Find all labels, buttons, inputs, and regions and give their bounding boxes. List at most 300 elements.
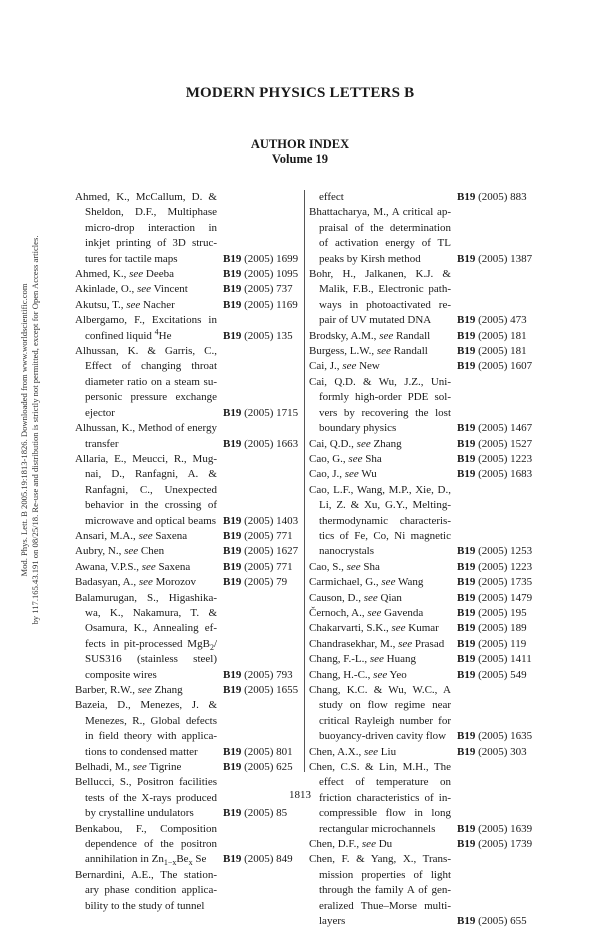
citation-volume: B19 xyxy=(223,576,242,589)
entry-text xyxy=(309,637,451,652)
citation-year-page: (2005) 549 xyxy=(478,668,527,681)
citation-volume: B19 xyxy=(457,622,476,635)
citation-volume: B19 xyxy=(223,560,242,573)
entry-citation xyxy=(451,575,533,590)
entry-text-part: Saxena xyxy=(155,560,191,573)
citation-year-page: (2005) 1627 xyxy=(244,545,299,558)
citation-volume: B19 xyxy=(457,730,476,743)
citation-year-page: (2005) 303 xyxy=(478,745,527,758)
entry-text-part: Allaria, E., Meucci, R., Mug-nai, D., Ranfagni, A. & Ranfagni, C., Unexpected behavior in the crossing of microwave and optical beams xyxy=(75,452,217,527)
entry-text-part: Chakarvarti, S.K., xyxy=(309,622,392,635)
citation-volume: B19 xyxy=(223,529,242,542)
entry-text-part: Gavenda xyxy=(381,606,424,619)
index-entry xyxy=(75,529,299,544)
entry-text-part: Chang, F.-L., xyxy=(309,653,370,666)
citation-volume: B19 xyxy=(457,576,476,589)
entry-text xyxy=(75,683,217,698)
see-reference: see xyxy=(369,653,384,666)
entry-text xyxy=(75,868,217,914)
entry-text-part: x xyxy=(188,858,193,868)
entry-citation xyxy=(217,806,299,821)
entry-text-part: Cao, J., xyxy=(309,468,345,481)
index-entry xyxy=(309,637,533,652)
index-entry xyxy=(75,575,299,590)
citation-volume: B19 xyxy=(457,560,476,573)
citation-volume: B19 xyxy=(223,329,242,342)
index-entry xyxy=(309,437,533,452)
index-entry xyxy=(309,621,533,636)
index-title: AUTHOR INDEX xyxy=(250,137,350,151)
citation-volume: B19 xyxy=(457,314,476,327)
citation-volume: B19 xyxy=(457,822,476,835)
citation-year-page: (2005) 119 xyxy=(478,637,527,650)
entry-text xyxy=(309,344,451,359)
entry-citation xyxy=(217,437,299,452)
entry-text xyxy=(75,560,217,575)
journal-title: MODERN PHYSICS LETTERS B xyxy=(185,85,415,101)
entry-text-part: Vincent xyxy=(151,283,188,296)
citation-year-page: (2005) 1663 xyxy=(244,437,299,450)
entry-text-part: Albergamo, F., Excitations in confined liquid xyxy=(75,314,217,342)
entry-text-part: Chen, D.F., xyxy=(309,838,362,851)
entry-text-part: Qian xyxy=(377,591,402,604)
citation-volume: B19 xyxy=(457,191,476,203)
citation-volume: B19 xyxy=(223,668,242,681)
entry-citation xyxy=(451,544,533,559)
entry-text xyxy=(309,329,451,344)
entry-citation xyxy=(451,837,533,852)
entry-citation xyxy=(451,914,533,929)
entry-text xyxy=(75,452,217,529)
index-heading xyxy=(0,137,600,167)
entry-citation xyxy=(217,267,299,282)
entry-text xyxy=(309,575,451,590)
entry-text-part: Akinlade, O., xyxy=(75,283,138,296)
index-entry xyxy=(309,375,533,437)
entry-text-part: Carmichael, G., xyxy=(309,576,382,589)
entry-text-part: Bernardini, A.E., The station-ary phase condition applica-bility to the study of tunnel xyxy=(75,868,217,912)
entry-text-part: 4 xyxy=(154,327,159,336)
citation-volume: B19 xyxy=(223,745,242,758)
index-entry xyxy=(75,344,299,421)
citation-year-page: (2005) 189 xyxy=(478,622,527,635)
citation-volume: B19 xyxy=(457,345,476,358)
index-entry xyxy=(309,668,533,683)
entry-text-part: Ahmed, K., McCallum, D. & Sheldon, D.F., Multiphase micro-drop interaction in inkjet printing of 3D struc-tures for tactile maps xyxy=(75,191,217,265)
entry-citation xyxy=(217,544,299,559)
entry-text-part: Randall xyxy=(390,345,428,358)
entry-text-part: Cao, G., xyxy=(309,452,349,465)
entry-text xyxy=(75,282,217,297)
entry-citation xyxy=(217,852,299,867)
citation-volume: B19 xyxy=(223,298,242,311)
entry-text-part: Zhang xyxy=(370,437,402,450)
citation-year-page: (2005) 1387 xyxy=(478,252,533,265)
entry-citation xyxy=(217,745,299,760)
citation-volume: B19 xyxy=(457,252,476,265)
entry-text-part: Randall xyxy=(393,329,431,342)
entry-text-part: New xyxy=(356,360,380,373)
entry-text xyxy=(75,760,217,775)
citation-volume: B19 xyxy=(457,668,476,681)
entry-text-part: Sha xyxy=(362,452,382,465)
see-reference: see xyxy=(356,437,371,450)
entry-citation xyxy=(451,668,533,683)
see-reference: see xyxy=(344,468,359,481)
see-reference: see xyxy=(367,606,382,619)
entry-text xyxy=(309,267,451,329)
citation-volume: B19 xyxy=(457,591,476,604)
index-entry xyxy=(75,282,299,297)
index-entry xyxy=(309,267,533,329)
entry-text-part: Bazeia, D., Menezes, J. & Menezes, R., Global defects in field theory with applica-tions to condensed matter xyxy=(75,699,217,758)
entry-citation xyxy=(451,637,533,652)
citation-year-page: (2005) 625 xyxy=(244,761,293,774)
entry-citation xyxy=(451,652,533,667)
entry-citation xyxy=(217,514,299,529)
entry-text-part: Awana, V.P.S., xyxy=(75,560,142,573)
entry-text-part: Wang xyxy=(395,576,424,589)
left-column xyxy=(75,190,299,914)
entry-citation xyxy=(217,252,299,267)
index-entry xyxy=(309,329,533,344)
column-divider xyxy=(304,190,305,772)
index-entry xyxy=(75,591,299,683)
citation-volume: B19 xyxy=(223,514,242,527)
entry-text xyxy=(309,205,451,267)
citation-year-page: (2005) 1411 xyxy=(478,653,532,666)
citation-year-page: (2005) 79 xyxy=(244,576,288,589)
see-reference: see xyxy=(381,576,396,589)
entry-text-part: Tigrine xyxy=(146,761,182,774)
see-reference: see xyxy=(391,622,406,635)
entry-text-part: Bohr, H., Jalkanen, K.J. & Malik, F.B., Electronic path-ways in photoactivated re-pair of UV mutated DNA xyxy=(309,268,451,327)
entry-citation xyxy=(451,822,533,837)
index-entry xyxy=(309,591,533,606)
citation-year-page: (2005) 655 xyxy=(478,915,527,928)
entry-text-part: Se xyxy=(192,853,207,866)
entry-text-part: Sha xyxy=(360,560,380,573)
entry-text-part: Morozov xyxy=(152,576,196,589)
entry-text xyxy=(309,683,451,745)
see-reference: see xyxy=(137,684,152,696)
entry-citation xyxy=(451,252,533,267)
index-entry xyxy=(75,683,299,698)
citation-year-page: (2005) 1639 xyxy=(478,822,533,835)
see-reference: see xyxy=(398,637,413,650)
citation-year-page: (2005) 195 xyxy=(478,606,527,619)
citation-year-page: (2005) 1479 xyxy=(478,591,533,604)
entry-citation xyxy=(217,668,299,683)
entry-text-part: Zhang xyxy=(151,684,183,696)
entry-text xyxy=(309,467,451,482)
index-entry xyxy=(75,822,299,868)
entry-text-part: 2 xyxy=(209,642,214,652)
see-reference: see xyxy=(124,545,139,558)
see-reference: see xyxy=(126,298,141,311)
index-entry xyxy=(309,452,533,467)
entry-text-part: Cai, Q.D., xyxy=(309,437,357,450)
index-entry xyxy=(309,483,533,560)
index-entry xyxy=(75,560,299,575)
see-reference: see xyxy=(342,360,357,373)
citation-volume: B19 xyxy=(457,452,476,465)
entry-text xyxy=(75,267,217,282)
entry-text-part: Bellucci, S., Positron facilities tests of the X-rays produced by crystalline undulators xyxy=(75,776,217,820)
entry-text-part: Belhadi, M., xyxy=(75,761,133,774)
citation-year-page: (2005) 135 xyxy=(244,329,293,342)
index-entry xyxy=(309,190,533,205)
entry-text-part: Huang xyxy=(383,653,416,666)
entry-text xyxy=(309,437,451,452)
entry-text xyxy=(309,190,451,205)
index-entry xyxy=(309,683,533,745)
entry-citation xyxy=(451,606,533,621)
entry-text-part: Saxena xyxy=(152,529,188,542)
citation-year-page: (2005) 1403 xyxy=(244,514,299,527)
citation-year-page: (2005) 1095 xyxy=(244,268,299,281)
entry-text xyxy=(309,745,451,760)
citation-volume: B19 xyxy=(457,422,476,435)
entry-text-part: Brodsky, A.M., xyxy=(309,329,380,342)
entry-citation xyxy=(217,760,299,775)
citation-volume: B19 xyxy=(223,283,242,296)
citation-year-page: (2005) 1223 xyxy=(478,560,533,573)
entry-text-part: Deeba xyxy=(143,268,174,281)
entry-text-part: Liu xyxy=(378,745,397,758)
see-reference: see xyxy=(361,838,376,851)
see-reference: see xyxy=(138,529,153,542)
entry-citation xyxy=(451,745,533,760)
citation-volume: B19 xyxy=(457,653,476,666)
entry-text-part: Aubry, N., xyxy=(75,545,125,558)
index-entry xyxy=(309,606,533,621)
citation-year-page: (2005) 181 xyxy=(478,345,527,358)
citation-year-page: (2005) 181 xyxy=(478,329,527,342)
citation-volume: B19 xyxy=(457,637,476,650)
download-notice-line: by 117.165.43.191 on 08/25/18. Re-use and distribution is strictly not permitted, except for Open Access articles. xyxy=(30,235,40,625)
entry-citation xyxy=(451,359,533,374)
page-number: 1813 xyxy=(289,789,311,801)
index-entry xyxy=(75,267,299,282)
citation-volume: B19 xyxy=(223,853,242,866)
entry-text xyxy=(75,190,217,267)
see-reference: see xyxy=(141,560,156,573)
entry-text-part: Burgess, L.W., xyxy=(309,345,377,358)
entry-text-part: Wu xyxy=(358,468,377,481)
entry-text-part: Barber, R.W., xyxy=(75,684,138,696)
entry-text xyxy=(309,591,451,606)
citation-volume: B19 xyxy=(223,761,242,774)
entry-text-part: Alhussan, K. & Garris, C., Effect of changing throat diameter ratio on a steam su-personic pressure exchange ejector xyxy=(75,345,217,419)
see-reference: see xyxy=(363,591,378,604)
entry-text-part: Chen, F. & Yang, X., Trans-mission properties of light through the family A of gen-eralized Thue–Morse multi-layers xyxy=(309,853,451,928)
entry-text-part: Kumar xyxy=(405,622,439,635)
entry-text-part: Causon, D., xyxy=(309,591,364,604)
index-entry xyxy=(309,205,533,267)
entry-citation xyxy=(217,406,299,421)
entry-citation xyxy=(217,683,299,698)
citation-year-page: (2005) 1467 xyxy=(478,422,533,435)
citation-year-page: (2005) 771 xyxy=(244,560,293,573)
entry-text-part: Balamurugan, S., Higashika-wa, K., Nakamura, T. & Osamura, K., Annealing ef-fects in pit-processed MgB xyxy=(75,591,217,650)
entry-text xyxy=(309,483,451,560)
entry-text-part: Cao, L.F., Wang, M.P., Xie, D., Li, Z. & Xu, G.Y., Melting-thermodynamic characteris-tics of Fe, Co, Ni magnetic nanocrystals xyxy=(309,483,451,558)
download-notice-line: Mod. Phys. Lett. B 2005.19:1813-1826. Downloaded from www.worldscientific.com xyxy=(19,283,29,577)
citation-volume: B19 xyxy=(223,545,242,558)
entry-text-part: Bhattacharya, M., A critical ap-praisal of the determination of activation energy of TL peaks by Kirsh method xyxy=(309,206,451,265)
entry-text xyxy=(309,452,451,467)
see-reference: see xyxy=(132,761,147,774)
entry-text-part: Nacher xyxy=(140,298,175,311)
entry-citation xyxy=(217,529,299,544)
entry-text-part: Cao, S., xyxy=(309,560,347,573)
entry-text-part: Chandrasekhar, M., xyxy=(309,637,399,650)
entry-text xyxy=(75,421,217,452)
citation-volume: B19 xyxy=(223,268,242,281)
citation-volume: B19 xyxy=(457,838,476,851)
entry-text xyxy=(309,375,451,437)
citation-volume: B19 xyxy=(223,684,242,696)
index-entry xyxy=(309,652,533,667)
citation-year-page: (2005) 1715 xyxy=(244,406,299,419)
entry-citation xyxy=(451,329,533,344)
citation-year-page: (2005) 1699 xyxy=(244,252,299,265)
citation-volume: B19 xyxy=(457,915,476,928)
citation-year-page: (2005) 1169 xyxy=(244,298,298,311)
index-entry xyxy=(75,313,299,344)
citation-year-page: (2005) 793 xyxy=(244,668,293,681)
index-entry xyxy=(75,190,299,267)
index-entry xyxy=(75,544,299,559)
index-entry xyxy=(309,575,533,590)
citation-volume: B19 xyxy=(457,545,476,558)
citation-year-page: (2005) 1683 xyxy=(478,468,533,481)
citation-volume: B19 xyxy=(457,745,476,758)
entry-text xyxy=(309,359,451,374)
entry-text xyxy=(75,298,217,313)
see-reference: see xyxy=(346,560,361,573)
citation-year-page: (2005) 1527 xyxy=(478,437,533,450)
entry-citation xyxy=(217,282,299,297)
entry-text-part: Ansari, M.A., xyxy=(75,529,139,542)
entry-text-part: Cai, J., xyxy=(309,360,343,373)
entry-text xyxy=(309,668,451,683)
entry-citation xyxy=(451,621,533,636)
citation-volume: B19 xyxy=(223,807,242,820)
citation-volume: B19 xyxy=(223,252,242,265)
entry-text-part: Černoch, A., xyxy=(309,606,368,619)
entry-text-part: Badasyan, A., xyxy=(75,576,139,589)
entry-text-part: Benkabou, F., Composition dependence of the positron annihilation in Zn xyxy=(75,822,217,866)
entry-text xyxy=(309,837,451,852)
entry-citation xyxy=(451,729,533,744)
entry-text xyxy=(75,575,217,590)
see-reference: see xyxy=(376,345,391,358)
index-entry xyxy=(309,344,533,359)
entry-text-part: Chen, A.X., xyxy=(309,745,364,758)
entry-text-part: Chen xyxy=(138,545,165,558)
entry-text-part: / SUS316 (stainless steel) composite wires xyxy=(85,637,217,681)
download-notice xyxy=(19,160,41,700)
see-reference: see xyxy=(373,668,388,681)
citation-year-page: (2005) 1635 xyxy=(478,730,533,743)
index-entry xyxy=(75,421,299,452)
entry-text xyxy=(75,344,217,421)
entry-text xyxy=(75,313,217,344)
entry-citation xyxy=(217,575,299,590)
entry-citation xyxy=(451,560,533,575)
right-column xyxy=(309,190,533,930)
citation-volume: B19 xyxy=(223,406,242,419)
index-entry xyxy=(75,452,299,529)
citation-year-page: (2005) 801 xyxy=(244,745,293,758)
volume-label: Volume 19 xyxy=(271,152,329,166)
entry-citation xyxy=(451,421,533,436)
entry-text xyxy=(75,529,217,544)
index-entry xyxy=(309,745,533,760)
citation-volume: B19 xyxy=(457,468,476,481)
index-entry xyxy=(309,359,533,374)
index-entry xyxy=(309,837,533,852)
see-reference: see xyxy=(379,329,394,342)
entry-text xyxy=(309,852,451,929)
entry-text-part: Akutsu, T., xyxy=(75,298,127,311)
entry-text xyxy=(309,560,451,575)
citation-volume: B19 xyxy=(457,360,476,373)
citation-year-page: (2005) 1655 xyxy=(244,684,299,696)
see-reference: see xyxy=(129,268,144,281)
citation-year-page: (2005) 473 xyxy=(478,314,527,327)
entry-citation xyxy=(451,591,533,606)
see-reference: see xyxy=(364,745,379,758)
entry-text-part: Alhussan, K., Method of energy transfer xyxy=(75,422,217,450)
citation-year-page: (2005) 1735 xyxy=(478,576,533,589)
citation-volume: B19 xyxy=(457,437,476,450)
index-entry xyxy=(75,298,299,313)
see-reference: see xyxy=(348,452,363,465)
entry-citation xyxy=(451,313,533,328)
citation-year-page: (2005) 849 xyxy=(244,853,293,866)
entry-text-part: Du xyxy=(375,838,393,851)
entry-text-part: effect xyxy=(319,191,344,203)
entry-text xyxy=(309,606,451,621)
citation-year-page: (2005) 883 xyxy=(478,191,527,203)
entry-text-part: Ahmed, K., xyxy=(75,268,130,281)
entry-citation xyxy=(217,298,299,313)
entry-citation xyxy=(451,437,533,452)
entry-text-part: Yeo xyxy=(387,668,407,681)
index-entry xyxy=(75,760,299,775)
entry-citation xyxy=(451,467,533,482)
entry-citation xyxy=(451,190,533,205)
index-entry xyxy=(75,868,299,914)
citation-year-page: (2005) 1739 xyxy=(478,838,533,851)
entry-text-part: Chang, H.-C., xyxy=(309,668,374,681)
citation-year-page: (2005) 85 xyxy=(244,807,288,820)
citation-year-page: (2005) 1607 xyxy=(478,360,533,373)
entry-text-part: Chen, C.S. & Lin, M.H., The effect of temperature on friction characteristics of in-compressible flow in long rectangular microchannels xyxy=(309,761,451,835)
citation-year-page: (2005) 1223 xyxy=(478,452,533,465)
index-entry xyxy=(309,467,533,482)
citation-volume: B19 xyxy=(457,329,476,342)
entry-text-part: He xyxy=(158,329,172,342)
entry-text xyxy=(75,591,217,683)
entry-text-part: Be xyxy=(176,853,189,866)
see-reference: see xyxy=(138,576,153,589)
index-entry xyxy=(75,698,299,760)
entry-text xyxy=(309,621,451,636)
